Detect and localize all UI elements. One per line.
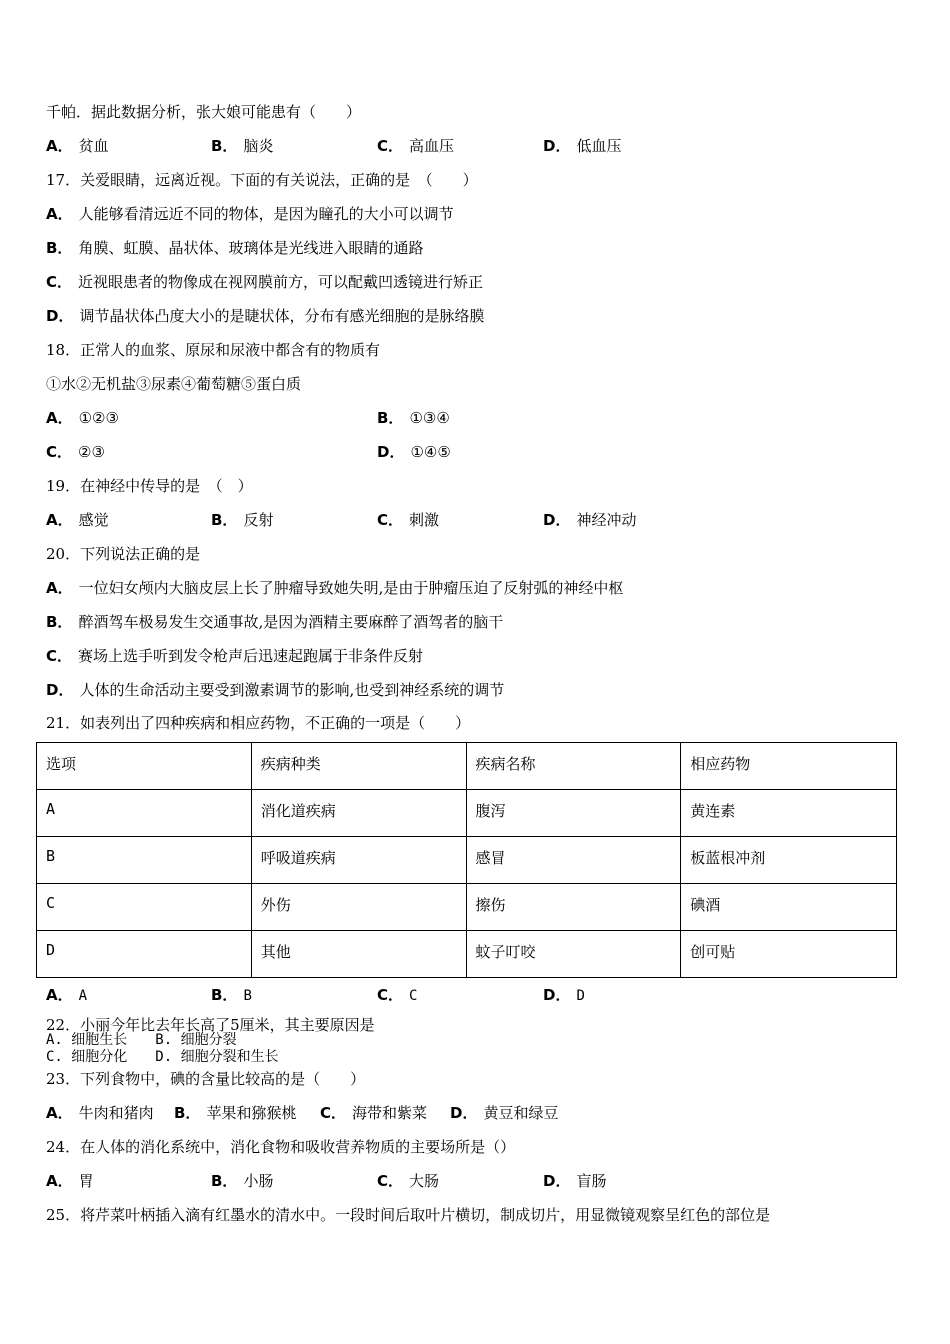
option-text: 大肠 xyxy=(409,1172,440,1190)
option-text: 人体的生命活动主要受到激素调节的影响,也受到神经系统的调节 xyxy=(79,681,505,699)
table-cell: 其他 xyxy=(251,931,466,978)
q20-stem: 20．下列说法正确的是 xyxy=(46,545,201,563)
table-cell: D xyxy=(37,931,252,978)
q19-option-d xyxy=(543,510,636,530)
option-text: 苹果和猕猴桃 xyxy=(206,1104,297,1122)
q21-option-d xyxy=(543,985,585,1005)
option-label: C． xyxy=(377,511,404,529)
table-row xyxy=(37,837,897,884)
option-text: 贫血 xyxy=(78,137,109,155)
option-text: 胃 xyxy=(78,1172,94,1190)
option-label: D． xyxy=(46,307,74,325)
option-label: D． xyxy=(543,137,571,155)
option-label: C． xyxy=(320,1104,347,1122)
q23-option-b xyxy=(174,1103,296,1123)
q18-option-a xyxy=(46,408,119,428)
option-label: A． xyxy=(46,1172,73,1190)
table-cell: 腹泻 xyxy=(466,790,681,837)
q17-option-d xyxy=(46,306,484,326)
q19-stem: 19．在神经中传导的是 （ ） xyxy=(46,477,253,495)
option-text: 一位妇女颅内大脑皮层上长了肿瘤导致她失明,是由于肿瘤压迫了反射弧的神经中枢 xyxy=(78,579,624,597)
option-label: C． xyxy=(46,443,73,461)
q24-option-a xyxy=(46,1171,94,1191)
option-label: D． xyxy=(543,1172,571,1190)
option-label: C． xyxy=(377,986,404,1004)
option-text: 人能够看清远近不同的物体，是因为瞳孔的大小可以调节 xyxy=(78,205,454,223)
table-cell: 碘酒 xyxy=(681,884,897,931)
q23-option-a xyxy=(46,1103,154,1123)
option-label: C． xyxy=(46,273,73,291)
table-row xyxy=(37,931,897,978)
option-label: A． xyxy=(46,409,73,427)
option-text: B xyxy=(243,988,252,1004)
q22-options-row-1: A. 细胞生长 B. 细胞分裂 xyxy=(46,1032,237,1048)
q18-item-list: ①水②无机盐③尿素④葡萄糖⑤蛋白质 xyxy=(46,375,302,393)
option-text: 赛场上选手听到发令枪声后迅速起跑属于非条件反射 xyxy=(78,647,424,665)
table-header-cell: 疾病名称 xyxy=(466,743,681,790)
q20-option-c xyxy=(46,646,423,666)
option-text: ①④⑤ xyxy=(410,443,451,461)
option-text: D xyxy=(576,988,585,1004)
option-label: C． xyxy=(377,1172,404,1190)
table-cell: 呼吸道疾病 xyxy=(251,837,466,884)
q21-option-b xyxy=(211,985,252,1005)
q20-option-a xyxy=(46,578,623,598)
q20-option-d xyxy=(46,680,504,700)
option-label: D． xyxy=(450,1104,478,1122)
option-label: B． xyxy=(211,137,238,155)
option-label: D． xyxy=(377,443,405,461)
option-text: 高血压 xyxy=(409,137,455,155)
table-header-cell: 相应药物 xyxy=(681,743,897,790)
q21-stem: 21．如表列出了四种疾病和相应药物，不正确的一项是（ ） xyxy=(46,714,471,732)
q16-stem-tail: 千帕．据此数据分析，张大娘可能患有（ ） xyxy=(46,103,362,121)
option-label: B． xyxy=(377,409,404,427)
option-text: 低血压 xyxy=(576,137,622,155)
q18-stem: 18．正常人的血浆、原尿和尿液中都含有的物质有 xyxy=(46,341,381,359)
table-row xyxy=(37,790,897,837)
q23-stem: 23．下列食物中，碘的含量比较高的是（ ） xyxy=(46,1070,366,1088)
option-label: C． xyxy=(46,647,73,665)
option-label: A． xyxy=(46,137,73,155)
table-row xyxy=(37,884,897,931)
table-cell: 黄连素 xyxy=(681,790,897,837)
q18-option-d xyxy=(377,442,451,462)
q17-option-b xyxy=(46,238,423,258)
option-text: 调节晶状体凸度大小的是睫状体，分布有感光细胞的是脉络膜 xyxy=(79,307,485,325)
option-text: 反射 xyxy=(243,511,274,529)
q17-stem: 17．关爱眼睛，远离近视。下面的有关说法，正确的是 （ ） xyxy=(46,171,478,189)
q21-option-c xyxy=(377,985,417,1005)
option-text: 牛肉和猪肉 xyxy=(78,1104,154,1122)
option-text: ①③④ xyxy=(409,409,450,427)
option-text: ①②③ xyxy=(78,409,119,427)
q22-options-row-2: C. 细胞分化 D. 细胞分裂和生长 xyxy=(46,1049,279,1065)
option-text: 近视眼患者的物像成在视网膜前方，可以配戴凹透镜进行矫正 xyxy=(78,273,484,291)
q16-option-b xyxy=(211,136,273,156)
q18-option-b xyxy=(377,408,450,428)
q22-stem: 22．小丽今年比去年长高了5厘米，其主要原因是 xyxy=(46,1016,375,1034)
q23-option-c xyxy=(320,1103,427,1123)
q16-option-c xyxy=(377,136,454,156)
q21-option-a xyxy=(46,985,87,1005)
option-text: 小肠 xyxy=(243,1172,274,1190)
option-label: A． xyxy=(46,579,73,597)
table-header-row xyxy=(37,743,897,790)
option-label: A． xyxy=(46,986,73,1004)
option-label: D． xyxy=(46,681,74,699)
table-cell: 创可贴 xyxy=(681,931,897,978)
option-label: B． xyxy=(211,511,238,529)
option-text: A xyxy=(78,988,88,1004)
option-text: 海带和紫菜 xyxy=(352,1104,428,1122)
table-cell: C xyxy=(37,884,252,931)
option-label: B． xyxy=(211,986,238,1004)
option-label: B． xyxy=(211,1172,238,1190)
option-label: A． xyxy=(46,205,73,223)
option-text: 盲肠 xyxy=(576,1172,607,1190)
option-text: 角膜、虹膜、晶状体、玻璃体是光线进入眼睛的通路 xyxy=(78,239,424,257)
q16-option-a xyxy=(46,136,109,156)
q16-option-d xyxy=(543,136,621,156)
table-cell: A xyxy=(37,790,252,837)
table-cell: B xyxy=(37,837,252,884)
table-header-cell: 选项 xyxy=(37,743,252,790)
option-label: D． xyxy=(543,511,571,529)
table-cell: 擦伤 xyxy=(466,884,681,931)
option-text: 醉酒驾车极易发生交通事故,是因为酒精主要麻醉了酒驾者的脑干 xyxy=(78,613,504,631)
table-cell: 蚊子叮咬 xyxy=(466,931,681,978)
q24-option-c xyxy=(377,1171,439,1191)
q17-option-c xyxy=(46,272,483,292)
option-label: A． xyxy=(46,1104,73,1122)
q24-option-b xyxy=(211,1171,273,1191)
disease-medicine-table xyxy=(36,742,897,978)
table-header-cell: 疾病种类 xyxy=(251,743,466,790)
q19-option-a xyxy=(46,510,109,530)
option-text: C xyxy=(409,988,418,1004)
option-text: 黄豆和绿豆 xyxy=(483,1104,559,1122)
q18-option-c xyxy=(46,442,105,462)
q23-option-d xyxy=(450,1103,558,1123)
table-cell: 板蓝根冲剂 xyxy=(681,837,897,884)
q19-option-b xyxy=(211,510,273,530)
option-label: B． xyxy=(46,239,73,257)
q20-option-b xyxy=(46,612,503,632)
option-text: 脑炎 xyxy=(243,137,274,155)
q24-option-d xyxy=(543,1171,606,1191)
option-label: B． xyxy=(46,613,73,631)
table-cell: 消化道疾病 xyxy=(251,790,466,837)
table-cell: 外伤 xyxy=(251,884,466,931)
option-label: C． xyxy=(377,137,404,155)
option-label: B． xyxy=(174,1104,201,1122)
option-text: ②③ xyxy=(78,443,105,461)
table-cell: 感冒 xyxy=(466,837,681,884)
option-label: D． xyxy=(543,986,571,1004)
q25-stem: 25．将芹菜叶柄插入滴有红墨水的清水中。一段时间后取叶片横切，制成切片，用显微镜观察呈红色的部位是 xyxy=(46,1206,771,1224)
option-text: 神经冲动 xyxy=(576,511,637,529)
option-label: A． xyxy=(46,511,73,529)
q19-option-c xyxy=(377,510,439,530)
option-text: 刺激 xyxy=(409,511,440,529)
q24-stem: 24．在人体的消化系统中，消化食物和吸收营养物质的主要场所是（） xyxy=(46,1138,516,1156)
option-text: 感觉 xyxy=(78,511,109,529)
q17-option-a xyxy=(46,204,454,224)
